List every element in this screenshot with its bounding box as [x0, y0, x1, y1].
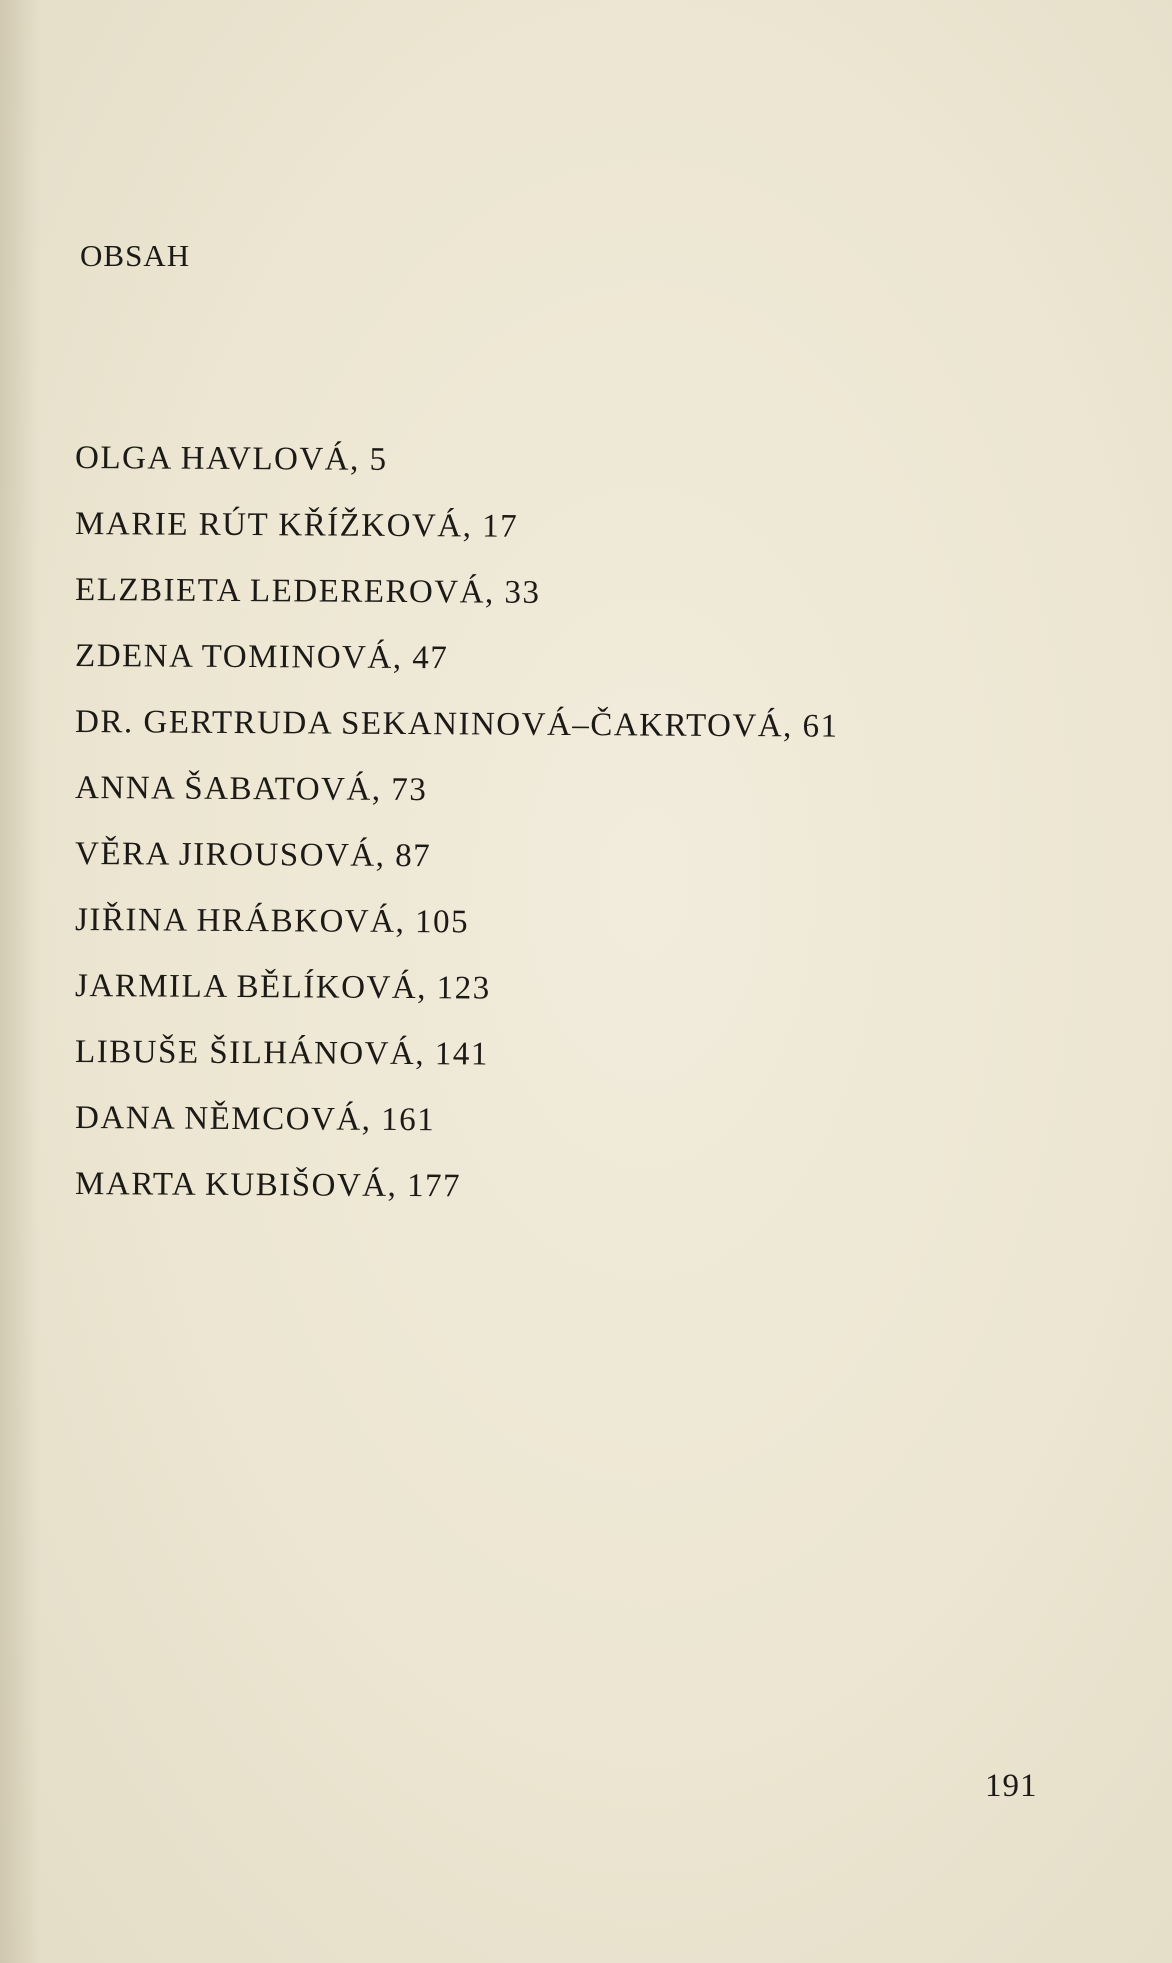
page-edge-shadow — [0, 0, 40, 1963]
toc-entry: ZDENA TOMINOVÁ, 47 — [74, 638, 449, 677]
contents-heading: OBSAH — [80, 238, 191, 273]
toc-entry: ELZBIETA LEDEREROVÁ, 33 — [74, 572, 541, 611]
toc-entry: JIŘINA HRÁBKOVÁ, 105 — [74, 902, 470, 941]
toc-entry: DR. GERTRUDA SEKANINOVÁ–ČAKRTOVÁ, 61 — [74, 704, 839, 745]
toc-entry: LIBUŠE ŠILHÁNOVÁ, 141 — [74, 1034, 489, 1073]
toc-entry: JARMILA BĚLÍKOVÁ, 123 — [74, 968, 491, 1007]
toc-entry: VĚRA JIROUSOVÁ, 87 — [74, 836, 432, 875]
page-number: 191 — [985, 1768, 1038, 1804]
toc-entry: MARIE RÚT KŘÍŽKOVÁ, 17 — [74, 506, 519, 545]
toc-entry: DANA NĚMCOVÁ, 161 — [74, 1100, 436, 1139]
toc-entry: ANNA ŠABATOVÁ, 73 — [74, 770, 428, 809]
table-of-contents — [75, 440, 839, 1232]
toc-entry: MARTA KUBIŠOVÁ, 177 — [74, 1166, 462, 1205]
toc-entry: OLGA HAVLOVÁ, 5 — [74, 440, 388, 478]
